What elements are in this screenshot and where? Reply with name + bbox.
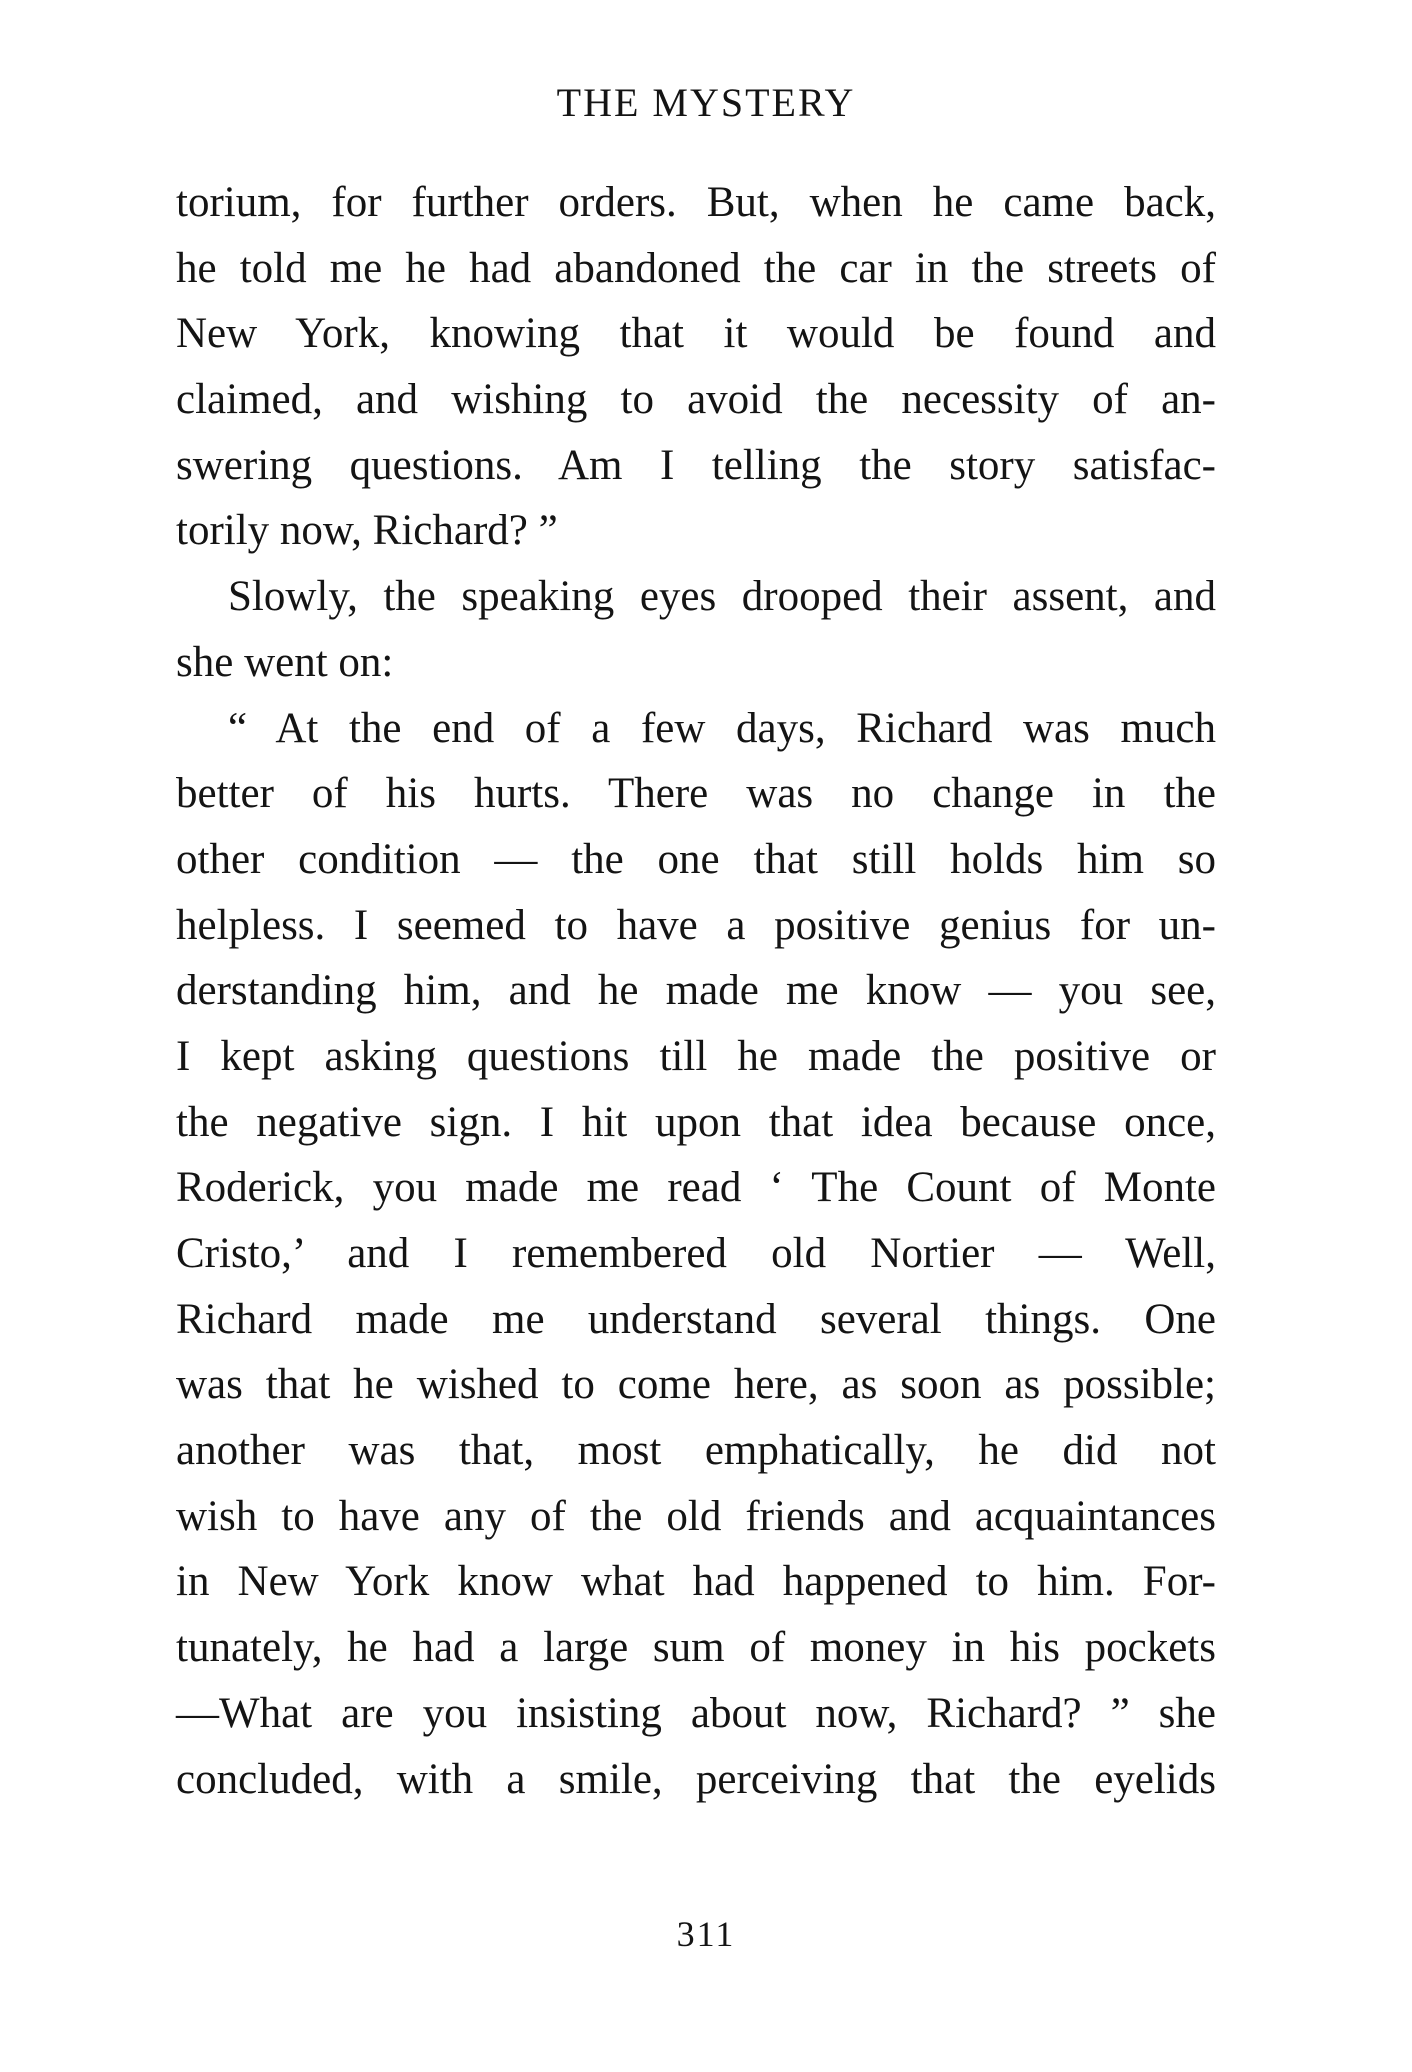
- text-line: in New York know what had happened to him. For-: [176, 1558, 1216, 1606]
- text-line: helpless. I seemed to have a positive genius for un-: [176, 901, 1216, 949]
- text-line: “ At the end of a few days, Richard was much: [228, 704, 1216, 752]
- text-line: Richard made me understand several things. One: [176, 1295, 1216, 1343]
- text-line: derstanding him, and he made me know — you see,: [176, 967, 1216, 1015]
- text-line: the negative sign. I hit upon that idea because once,: [176, 1098, 1216, 1146]
- text-line: concluded, with a smile, perceiving that the eyelids: [176, 1755, 1216, 1803]
- text-line: —What are you insisting about now, Richard? ” she: [176, 1689, 1216, 1737]
- text-line: she went on:: [176, 638, 394, 686]
- text-line: better of his hurts. There was no change in the: [176, 770, 1216, 818]
- text-line: claimed, and wishing to avoid the necessity of an-: [176, 376, 1216, 424]
- text-line: wish to have any of the old friends and acquaintances: [176, 1492, 1216, 1540]
- text-line: was that he wished to come here, as soon as possible;: [176, 1361, 1216, 1409]
- text-line: other condition — the one that still holds him so: [176, 835, 1216, 883]
- body-text: [176, 170, 1216, 1812]
- page-number: 311: [676, 1914, 736, 1954]
- text-line: Cristo,’ and I remembered old Nortier — Well,: [176, 1230, 1216, 1277]
- text-line: torily now, Richard? ”: [176, 507, 558, 555]
- text-line: Slowly, the speaking eyes drooped their assent, and: [228, 573, 1216, 621]
- text-line: he told me he had abandoned the car in the streets of: [176, 244, 1216, 292]
- text-line: Roderick, you made me read ‘ The Count of Monte: [176, 1164, 1216, 1212]
- text-line: swering questions. Am I telling the story satisfac-: [176, 441, 1216, 489]
- text-line: tunately, he had a large sum of money in his pockets: [176, 1624, 1216, 1672]
- text-line: I kept asking questions till he made the positive or: [176, 1032, 1216, 1080]
- text-line: another was that, most emphatically, he did not: [176, 1427, 1216, 1475]
- running-head: THE MYSTERY: [556, 80, 856, 125]
- text-line: torium, for further orders. But, when he came back,: [176, 179, 1216, 226]
- text-line: New York, knowing that it would be found and: [176, 310, 1216, 358]
